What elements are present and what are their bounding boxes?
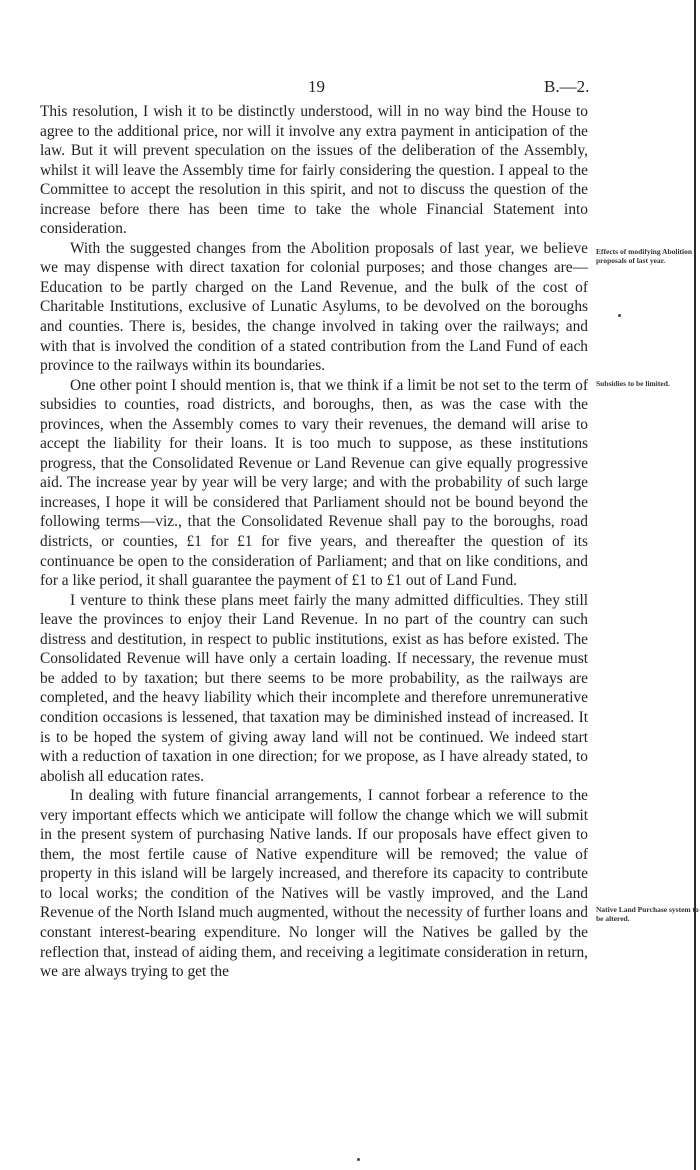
page-number: 19 xyxy=(308,77,325,96)
paragraph-subsidies: One other point I should mention is, that we think if a limit be not set to the term of subsidies to counties, road districts, and boroughs, then, as was the case with the provinces, when the Assembly comes to vary their revenues, the demand will arise to accept the liability for their loans. It is too much to suppose, as these institutions progress, that the Consolidated Revenue or Land Revenue can give equally progressive aid. The increase year by year will be very large; and with the probability of such large increases, I hope it will be considered that Parliament should not be bound beyond the following terms—viz., that the Consolidated Revenue shall pay to the boroughs, road districts, or counties, £1 for £1 for five years, and thereafter the question of its continuance be open to the consideration of Parliament; and that on like conditions, and for a like period, it shall guarantee the payment of £1 to £1 out of Land Fund. xyxy=(40,376,588,590)
page-edge xyxy=(694,0,696,1170)
margin-note-native-land: Native Land Purchase system to be altered. xyxy=(596,905,699,923)
document-reference: B.—2. xyxy=(544,77,590,96)
print-speck xyxy=(357,1158,360,1161)
paragraph-plans: I venture to think these plans meet fairly the many admitted difficulties. They still leave the provinces to enjoy their Land Revenue. In no part of the country can such distress and destitution, in respect to public institutions, exist as has before existed. The Consolidated Revenue will have only a certain loading. If necessary, the revenue must be added to by taxation; but there seems to be more probability, as the railways are completed, and the heavy liability which their incomplete and therefore unremunerative condition occasions is lessened, that taxation may be diminished instead of increased. It is to be hoped the system of giving away land will not be continued. We indeed start with a reduction of taxation in one direction; for we propose, as I have already stated, to abolish all education rates. xyxy=(40,591,588,785)
margin-note-abolition: Effects of modifying Abolition proposals of last year. xyxy=(596,247,693,265)
page-header xyxy=(0,77,700,101)
body-text xyxy=(40,102,588,982)
paragraph-native-lands: In dealing with future financial arrangements, I cannot forbear a reference to the very important effects which we anticipate will follow the change which we will submit in the present system of purchasing Native lands. If our proposals have effect given to them, the most fertile cause of Native expenditure will be removed; the value of property in this island will be largely increased, and therefore its capacity to contribute to local works; the condition of the Natives will be vastly improved, and the Land Revenue of the North Island much augmented, without the necessity of further loans and constant interest-bearing expenditure. No longer will the Natives be galled by the reflection that, instead of aiding them, and receiving a legitimate consideration in return, we are always trying to get the xyxy=(40,787,588,981)
print-speck xyxy=(618,314,621,317)
paragraph-continuation: This resolution, I wish it to be distinctly understood, will in no way bind the House to agree to the additional price, nor will it involve any extra payment in anticipation of the law. But it will prevent speculation on the issues of the deliberation of the Assembly, whilst it will leave the Assembly time for fairly considering the question. I appeal to the Committee to accept the resolution in this spirit, and not to discuss the question of the increase before there has been time to take the whole Financial Statement into consideration. xyxy=(40,103,588,238)
paragraph-abolition-changes: With the suggested changes from the Abolition proposals of last year, we believe we may dispense with direct taxation for colonial purposes; and those changes are—Education to be partly charged on the Land Revenue, and the bulk of the cost of Charitable Institutions, exclusive of Lunatic Asylums, to be devolved on the boroughs and counties. There is, besides, the change involved in taking over the railways; and with that is involved the condition of a stated contribution from the Land Fund of each province to the railways within its boundaries. xyxy=(40,239,588,375)
margin-note-subsidies: Subsidies to be limited. xyxy=(596,379,670,388)
